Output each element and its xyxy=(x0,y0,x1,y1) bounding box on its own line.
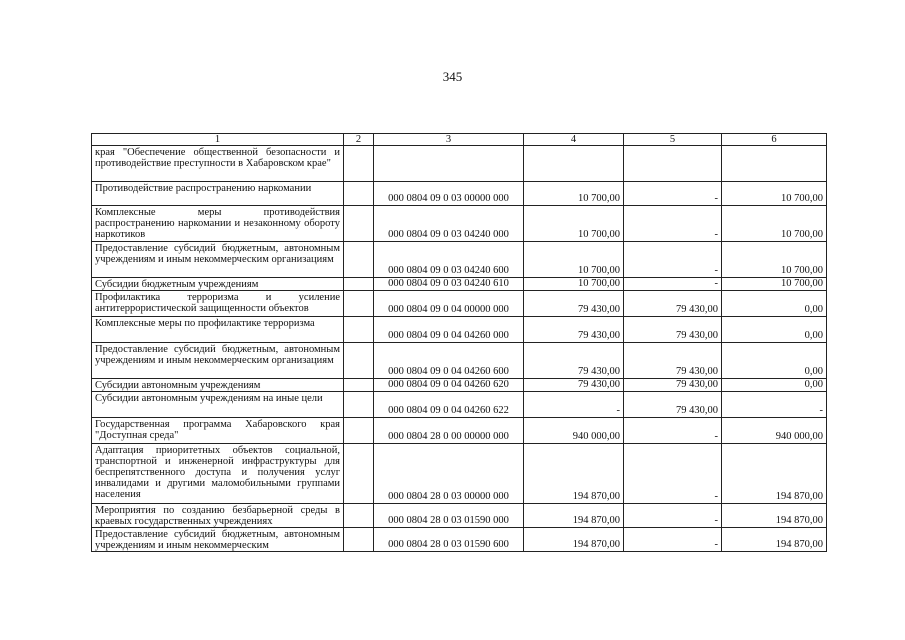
cell-c5: - xyxy=(624,182,722,206)
cell-c5: 79 430,00 xyxy=(624,379,722,392)
cell-c4: 940 000,00 xyxy=(524,418,624,444)
table-row xyxy=(92,528,827,552)
cell-c5: - xyxy=(624,528,722,552)
table-row xyxy=(92,343,827,379)
cell-c4 xyxy=(524,146,624,182)
cell-c6 xyxy=(722,146,827,182)
cell-c6: 0,00 xyxy=(722,343,827,379)
table-row xyxy=(92,392,827,418)
cell-code: 000 0804 09 0 04 04260 600 xyxy=(374,343,524,379)
cell-c6: 194 870,00 xyxy=(722,444,827,504)
cell-c5: - xyxy=(624,444,722,504)
cell-c4: 10 700,00 xyxy=(524,206,624,242)
column-header: 5 xyxy=(624,134,722,146)
cell-c6: 0,00 xyxy=(722,379,827,392)
cell-c4: 194 870,00 xyxy=(524,528,624,552)
cell-c5 xyxy=(624,146,722,182)
cell-c4: 10 700,00 xyxy=(524,278,624,291)
cell-c2 xyxy=(344,146,374,182)
cell-c5: - xyxy=(624,242,722,278)
cell-code: 000 0804 28 0 03 01590 000 xyxy=(374,504,524,528)
cell-c5: - xyxy=(624,418,722,444)
cell-code: 000 0804 28 0 00 00000 000 xyxy=(374,418,524,444)
cell-name: Комплексные меры по профилактике терроризма xyxy=(92,317,344,343)
table-row xyxy=(92,317,827,343)
cell-c2 xyxy=(344,206,374,242)
table-row xyxy=(92,206,827,242)
cell-code: 000 0804 28 0 03 01590 600 xyxy=(374,528,524,552)
column-number-row xyxy=(92,134,827,146)
cell-c4: 79 430,00 xyxy=(524,291,624,317)
cell-c2 xyxy=(344,392,374,418)
cell-c2 xyxy=(344,418,374,444)
cell-name: Государственная программа Хабаровского края "Доступная среда" xyxy=(92,418,344,444)
table-row xyxy=(92,242,827,278)
cell-c6: 10 700,00 xyxy=(722,206,827,242)
cell-c6: 940 000,00 xyxy=(722,418,827,444)
cell-c2 xyxy=(344,444,374,504)
cell-c4: 10 700,00 xyxy=(524,242,624,278)
cell-name: Предоставление субсидий бюджетным, автономным учреждениям и иным некоммерческим организациям xyxy=(92,242,344,278)
cell-c5: 79 430,00 xyxy=(624,317,722,343)
cell-c4: 79 430,00 xyxy=(524,317,624,343)
cell-code: 000 0804 09 0 03 00000 000 xyxy=(374,182,524,206)
cell-c4: 194 870,00 xyxy=(524,504,624,528)
cell-c4: 79 430,00 xyxy=(524,379,624,392)
cell-c2 xyxy=(344,278,374,291)
cell-c2 xyxy=(344,291,374,317)
cell-code: 000 0804 09 0 03 04240 610 xyxy=(374,278,524,291)
cell-c6: 0,00 xyxy=(722,291,827,317)
cell-c4: - xyxy=(524,392,624,418)
column-header: 2 xyxy=(344,134,374,146)
cell-code: 000 0804 09 0 03 04240 600 xyxy=(374,242,524,278)
cell-c6: 10 700,00 xyxy=(722,278,827,291)
cell-name: Предоставление субсидий бюджетным, автономным учреждениям и иным некоммерческим организациям xyxy=(92,343,344,379)
cell-c4: 79 430,00 xyxy=(524,343,624,379)
table-row xyxy=(92,291,827,317)
table-row xyxy=(92,379,827,392)
cell-code: 000 0804 28 0 03 00000 000 xyxy=(374,444,524,504)
budget-table xyxy=(91,133,827,552)
cell-c2 xyxy=(344,379,374,392)
cell-c4: 194 870,00 xyxy=(524,444,624,504)
cell-name: Профилактика терроризма и усиление антитеррористической защищенности объектов xyxy=(92,291,344,317)
cell-c6: - xyxy=(722,392,827,418)
cell-c4: 10 700,00 xyxy=(524,182,624,206)
cell-c6: 10 700,00 xyxy=(722,182,827,206)
cell-c6: 194 870,00 xyxy=(722,504,827,528)
cell-c5: 79 430,00 xyxy=(624,392,722,418)
cell-c2 xyxy=(344,182,374,206)
cell-name: Субсидии бюджетным учреждениям xyxy=(92,278,344,291)
table-row xyxy=(92,182,827,206)
table-row xyxy=(92,278,827,291)
cell-name: Противодействие распространению наркомании xyxy=(92,182,344,206)
cell-name: края "Обеспечение общественной безопасности и противодействие преступности в Хабаровском крае" xyxy=(92,146,344,182)
column-header: 3 xyxy=(374,134,524,146)
cell-c5: - xyxy=(624,206,722,242)
table-row xyxy=(92,146,827,182)
cell-c5: - xyxy=(624,278,722,291)
cell-code: 000 0804 09 0 03 04240 000 xyxy=(374,206,524,242)
column-header: 6 xyxy=(722,134,827,146)
cell-c5: 79 430,00 xyxy=(624,291,722,317)
column-header: 1 xyxy=(92,134,344,146)
table-row xyxy=(92,444,827,504)
cell-name: Субсидии автономным учреждениям xyxy=(92,379,344,392)
cell-name: Адаптация приоритетных объектов социальной, транспортной и инженерной инфраструктуры для беспрепятственного доступа и получения услуг инвалидами и другими маломобильными группами населения xyxy=(92,444,344,504)
cell-name: Комплексные меры противодействия распространению наркомании и незаконному обороту наркотиков xyxy=(92,206,344,242)
column-header: 4 xyxy=(524,134,624,146)
cell-c2 xyxy=(344,317,374,343)
table-row xyxy=(92,418,827,444)
cell-c6: 194 870,00 xyxy=(722,528,827,552)
cell-code: 000 0804 09 0 04 04260 622 xyxy=(374,392,524,418)
cell-c5: 79 430,00 xyxy=(624,343,722,379)
page-number: 345 xyxy=(442,69,463,84)
cell-code: 000 0804 09 0 04 04260 000 xyxy=(374,317,524,343)
cell-c5: - xyxy=(624,504,722,528)
cell-c2 xyxy=(344,504,374,528)
cell-code: 000 0804 09 0 04 04260 620 xyxy=(374,379,524,392)
cell-c6: 0,00 xyxy=(722,317,827,343)
cell-c2 xyxy=(344,343,374,379)
cell-name: Субсидии автономным учреждениям на иные цели xyxy=(92,392,344,418)
cell-c2 xyxy=(344,242,374,278)
cell-name: Предоставление субсидий бюджетным, автономным учреждениям и иным некоммерческим xyxy=(92,528,344,552)
cell-name: Мероприятия по созданию безбарьерной среды в краевых государственных учреждениях xyxy=(92,504,344,528)
cell-code xyxy=(374,146,524,182)
table-row xyxy=(92,504,827,528)
cell-code: 000 0804 09 0 04 00000 000 xyxy=(374,291,524,317)
cell-c2 xyxy=(344,528,374,552)
cell-c6: 10 700,00 xyxy=(722,242,827,278)
